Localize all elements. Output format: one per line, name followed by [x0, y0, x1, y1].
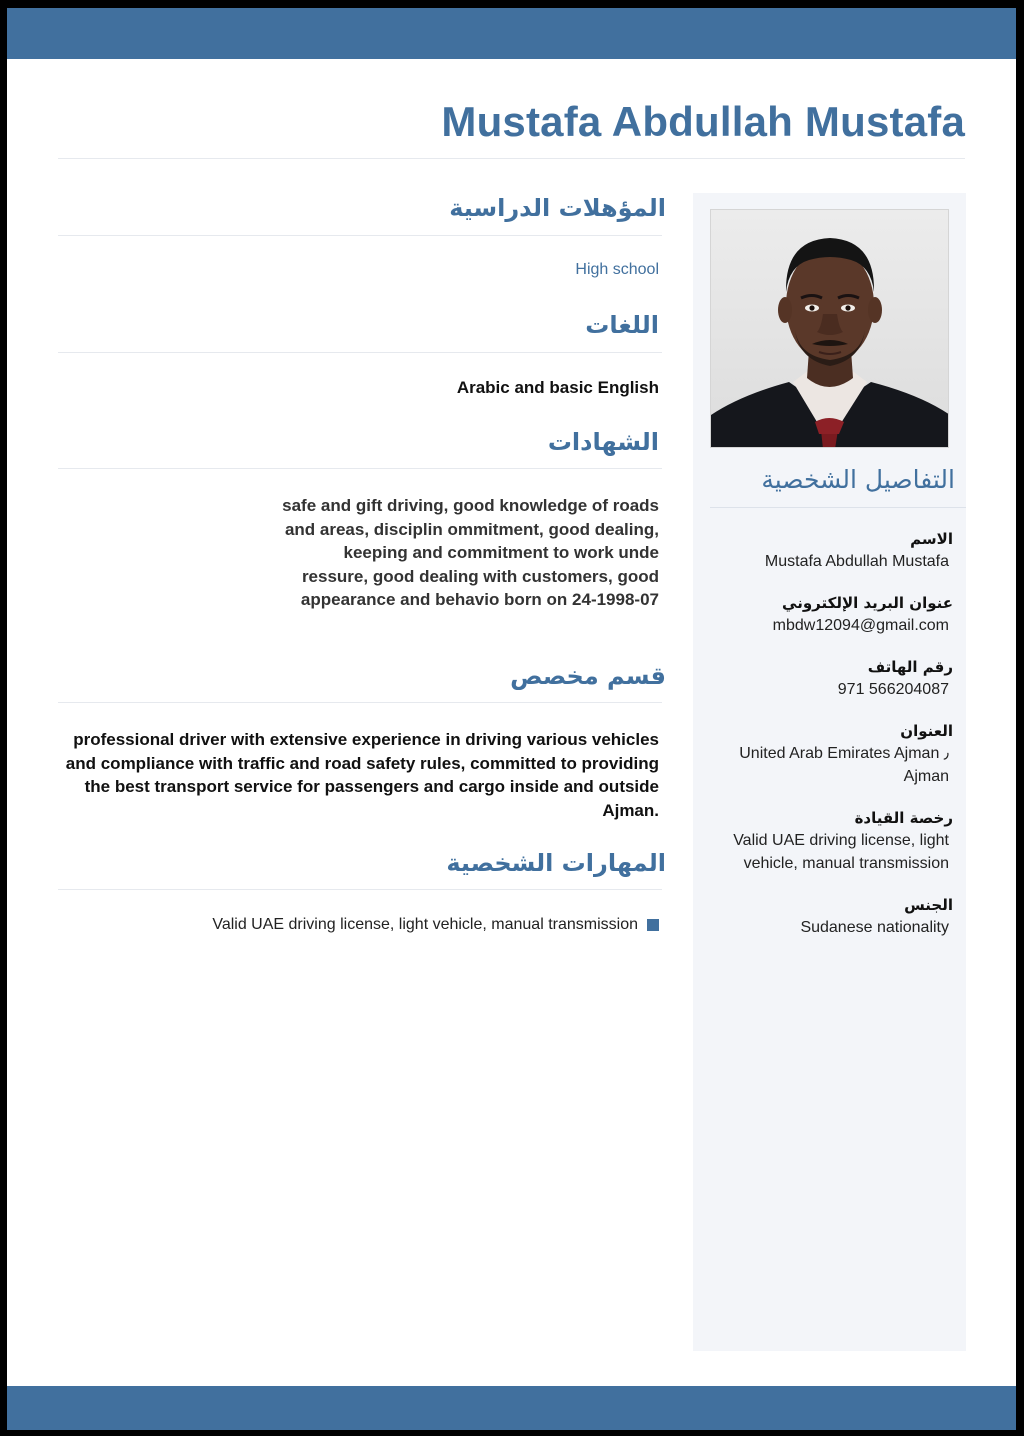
detail-name: [709, 530, 953, 573]
detail-phone: [709, 658, 953, 701]
detail-value: Mustafa Abdullah Mustafa: [764, 553, 949, 570]
detail-value: Valid UAE driving license, light vehicle, manual transmission: [733, 832, 949, 872]
custom-section-heading: قسم مخصص: [510, 662, 666, 690]
detail-value: Sudanese nationality: [800, 919, 949, 936]
languages-text: Arabic and basic English: [456, 378, 659, 397]
detail-address: [709, 722, 953, 788]
detail-value: 971 566204087: [837, 681, 949, 698]
profile-photo: [710, 209, 949, 448]
custom-section-text: professional driver with extensive experience in driving various vehicles and compliance with traffic and road safety rules, committed to providing the best transport service for passengers and cargo inside and outside Ajman.: [65, 730, 659, 820]
skills-heading: المهارات الشخصية: [446, 849, 666, 877]
detail-driving-license: [709, 809, 953, 875]
detail-email: [709, 594, 953, 637]
education-divider: [58, 235, 662, 236]
education-text: High school: [575, 261, 659, 278]
skill-text: Valid UAE driving license, light vehicle, manual transmission: [212, 916, 638, 933]
bottom-band: [7, 1386, 1016, 1430]
square-bullet-icon: [647, 919, 659, 931]
detail-label: رقم الهاتف: [867, 658, 953, 676]
detail-value: mbdw12094@gmail.com: [772, 617, 949, 634]
top-band: [7, 8, 1016, 59]
skill-item: [212, 916, 659, 934]
languages-divider: [58, 352, 662, 353]
certificates-heading: الشهادات: [547, 428, 659, 456]
personal-details-sidebar: [693, 193, 966, 1351]
education-heading: المؤهلات الدراسية: [449, 194, 666, 222]
resume-name: Mustafa Abdullah Mustafa: [441, 98, 965, 145]
languages-heading: اللغات: [585, 311, 659, 339]
personal-details-divider: [710, 507, 966, 508]
skills-divider: [58, 889, 662, 890]
detail-label: العنوان: [900, 722, 953, 740]
title-divider: [58, 158, 965, 159]
resume-page: [7, 8, 1016, 1430]
detail-label: عنوان البريد الإلكتروني: [782, 594, 953, 612]
custom-section-divider: [58, 702, 662, 703]
certificates-text: safe and gift driving, good knowledge of roads and areas, disciplin ommitment, good dealing, keeping and commitment to work unde ressure, good dealing with customers, good appearance and behavio born on 24-1998-07: [282, 496, 659, 609]
personal-details-heading: التفاصيل الشخصية: [761, 465, 955, 494]
detail-label: رخصة القيادة: [854, 809, 953, 827]
detail-gender: [709, 896, 953, 939]
detail-label: الاسم: [910, 530, 953, 548]
detail-label: الجنس: [904, 896, 953, 914]
detail-value: United Arab Emirates Ajman ٫ Ajman: [739, 745, 949, 785]
certificates-divider: [58, 468, 662, 469]
person-portrait-icon: [711, 210, 949, 448]
